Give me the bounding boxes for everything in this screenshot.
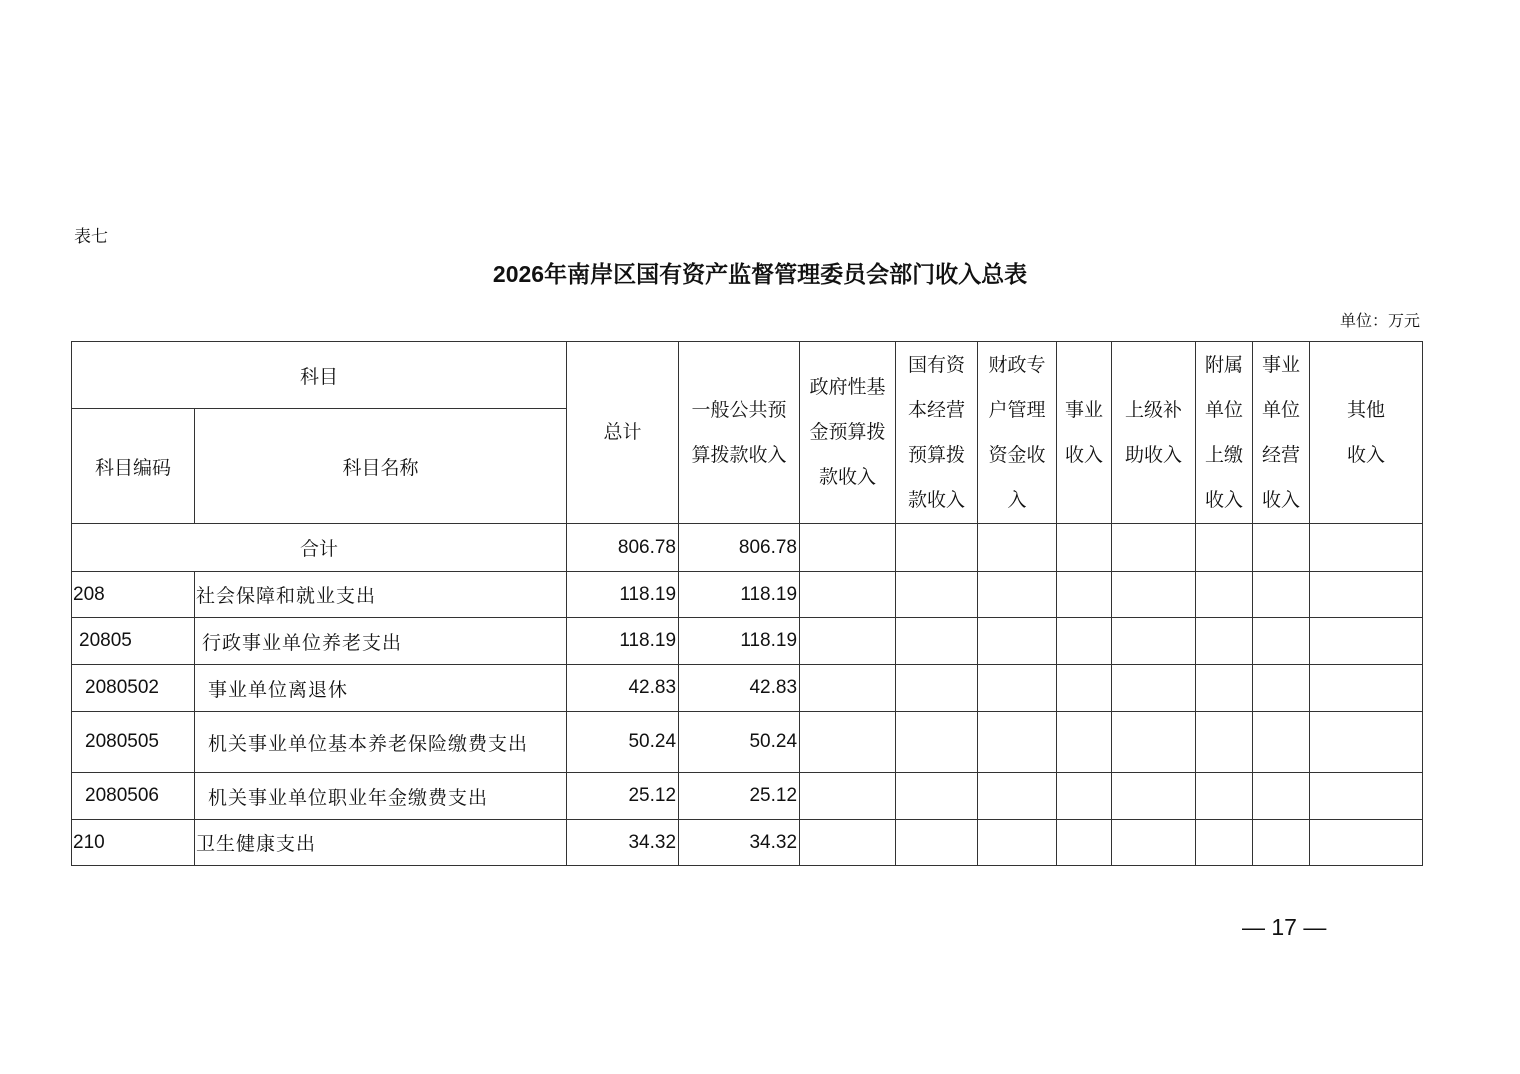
cell-empty <box>1196 572 1253 618</box>
cell-code: 2080506 <box>72 773 195 820</box>
cell-empty <box>896 524 978 572</box>
cell-empty <box>1196 773 1253 820</box>
cell-empty <box>800 524 896 572</box>
cell-name: 卫生健康支出 <box>195 820 567 866</box>
cell-total: 34.32 <box>567 820 679 866</box>
cell-general-public: 50.24 <box>679 712 800 773</box>
header-total <box>567 342 679 524</box>
header-general-public-text: 一般公共预算拨款收入 <box>691 399 787 466</box>
cell-empty <box>1112 524 1196 572</box>
cell-empty <box>978 820 1057 866</box>
cell-general-public: 25.12 <box>679 773 800 820</box>
cell-total: 806.78 <box>567 524 679 572</box>
cell-empty <box>978 712 1057 773</box>
cell-code: 2080502 <box>72 665 195 712</box>
header-gov-fund-text: 政府性基金预算拨款收入 <box>809 377 886 488</box>
table-row <box>72 773 1423 820</box>
cell-empty <box>800 773 896 820</box>
cell-empty <box>896 773 978 820</box>
cell-general-public: 118.19 <box>679 618 800 665</box>
cell-total: 42.83 <box>567 665 679 712</box>
table-row-total <box>72 524 1423 572</box>
cell-empty <box>896 572 978 618</box>
cell-total: 118.19 <box>567 618 679 665</box>
cell-empty <box>978 665 1057 712</box>
page-title: 2026年南岸区国有资产监督管理委员会部门收入总表 <box>492 261 1028 287</box>
header-superior-subsidy-text: 上级补助收入 <box>1125 399 1183 466</box>
header-business-income-text: 事业收入 <box>1065 399 1104 466</box>
cell-general-public: 118.19 <box>679 572 800 618</box>
header-total-text: 总计 <box>603 422 642 443</box>
header-subject-name: 科目名称 <box>195 409 567 524</box>
cell-empty <box>1253 572 1310 618</box>
header-subject-code: 科目编码 <box>72 409 195 524</box>
cell-empty <box>1196 665 1253 712</box>
cell-empty <box>1196 820 1253 866</box>
cell-name: 社会保障和就业支出 <box>195 572 567 618</box>
cell-empty <box>1057 618 1112 665</box>
cell-empty <box>1253 820 1310 866</box>
header-fiscal-special-text: 财政专户管理资金收入 <box>988 354 1046 511</box>
unit-label: 单位：万元 <box>1339 311 1420 330</box>
cell-empty <box>978 572 1057 618</box>
income-summary-table <box>71 341 1423 866</box>
table-label: 表七 <box>74 227 108 247</box>
cell-empty <box>1112 665 1196 712</box>
cell-code: 208 <box>72 572 195 618</box>
header-state-capital-text: 国有资本经营预算拨款收入 <box>908 354 966 511</box>
cell-total: 50.24 <box>567 712 679 773</box>
cell-empty <box>1057 773 1112 820</box>
cell-empty <box>978 524 1057 572</box>
cell-empty <box>978 618 1057 665</box>
cell-empty <box>1196 712 1253 773</box>
header-general-public <box>679 342 800 524</box>
cell-total: 118.19 <box>567 572 679 618</box>
header-business-operation-text: 事业单位经营收入 <box>1262 354 1301 511</box>
table-row <box>72 618 1423 665</box>
cell-empty <box>1253 712 1310 773</box>
cell-empty <box>896 618 978 665</box>
cell-empty <box>1253 618 1310 665</box>
header-business-operation <box>1253 342 1310 524</box>
page-number: — 17 — <box>1242 914 1327 940</box>
cell-general-public: 42.83 <box>679 665 800 712</box>
header-affiliated-unit-text: 附属单位上缴收入 <box>1205 354 1244 511</box>
cell-empty <box>1112 773 1196 820</box>
cell-empty <box>800 820 896 866</box>
header-subject: 科目 <box>72 342 567 409</box>
table-row <box>72 665 1423 712</box>
cell-empty <box>1057 712 1112 773</box>
cell-empty <box>1310 524 1423 572</box>
cell-empty <box>1112 618 1196 665</box>
cell-empty <box>1310 618 1423 665</box>
cell-general-public: 806.78 <box>679 524 800 572</box>
header-gov-fund <box>800 342 896 524</box>
cell-empty <box>1196 618 1253 665</box>
cell-empty <box>1057 820 1112 866</box>
cell-empty <box>1310 665 1423 712</box>
cell-code: 20805 <box>72 618 195 665</box>
cell-empty <box>800 665 896 712</box>
cell-empty <box>896 665 978 712</box>
cell-general-public: 34.32 <box>679 820 800 866</box>
cell-empty <box>1112 712 1196 773</box>
cell-name: 机关事业单位基本养老保险缴费支出 <box>195 712 567 773</box>
table-row <box>72 820 1423 866</box>
cell-name: 机关事业单位职业年金缴费支出 <box>195 773 567 820</box>
cell-empty <box>1310 572 1423 618</box>
cell-empty <box>1112 820 1196 866</box>
table-row <box>72 712 1423 773</box>
cell-empty <box>1253 773 1310 820</box>
header-state-capital <box>896 342 978 524</box>
cell-empty <box>800 618 896 665</box>
cell-code: 2080505 <box>72 712 195 773</box>
cell-empty <box>1253 665 1310 712</box>
cell-empty <box>1253 524 1310 572</box>
cell-empty <box>896 820 978 866</box>
cell-total: 25.12 <box>567 773 679 820</box>
header-other-text: 其他收入 <box>1347 399 1386 466</box>
header-other <box>1310 342 1423 524</box>
table-row <box>72 572 1423 618</box>
cell-empty <box>1112 572 1196 618</box>
header-business-income <box>1057 342 1112 524</box>
cell-empty <box>896 712 978 773</box>
cell-empty <box>1310 820 1423 866</box>
cell-name: 事业单位离退休 <box>195 665 567 712</box>
cell-empty <box>1057 524 1112 572</box>
cell-empty <box>1310 712 1423 773</box>
cell-empty <box>800 712 896 773</box>
cell-empty <box>1057 572 1112 618</box>
header-affiliated-unit <box>1196 342 1253 524</box>
cell-empty <box>800 572 896 618</box>
header-fiscal-special <box>978 342 1057 524</box>
header-superior-subsidy <box>1112 342 1196 524</box>
cell-empty <box>1310 773 1423 820</box>
total-label: 合计 <box>72 524 567 572</box>
cell-code: 210 <box>72 820 195 866</box>
cell-empty <box>978 773 1057 820</box>
cell-empty <box>1196 524 1253 572</box>
cell-empty <box>1057 665 1112 712</box>
cell-name: 行政事业单位养老支出 <box>195 618 567 665</box>
